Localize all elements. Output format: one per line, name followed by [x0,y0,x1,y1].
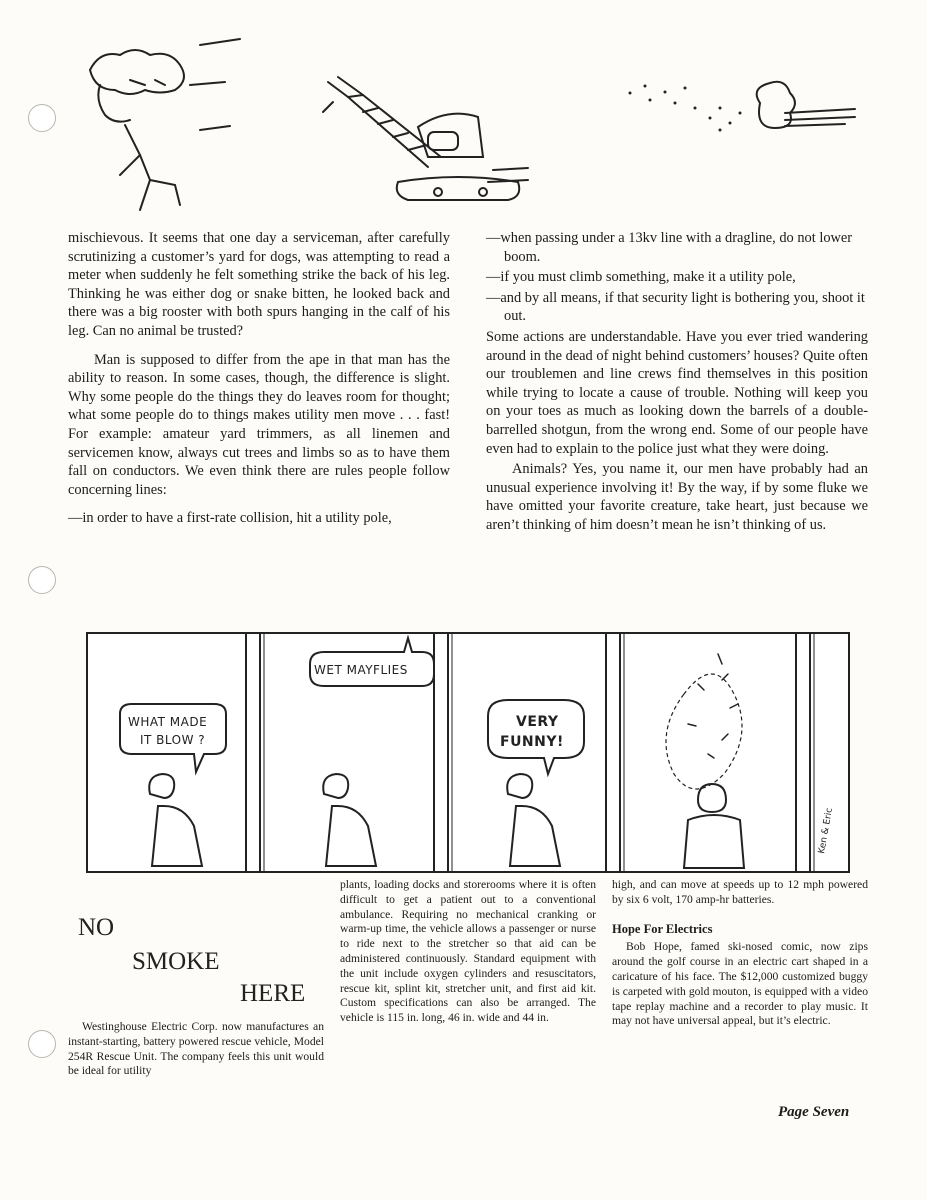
bubble-3-line-1: VERY [516,714,559,730]
page-number: Page Seven [778,1104,850,1120]
hope-paragraph: Bob Hope, famed ski-nosed comic, now zips around the golf course in an electric cart shaped in a caricature of his face. The $12,000 customized buggy is carpeted with gold mouton, is equipped with a video tape replay machine and a recorder to play music. It may not have universal appeal, but it’s electric. [612,940,868,1028]
paragraph-reason: Man is supposed to differ from the ape in that man has the ability to reason. In some cases, though, the difference is slight. Why some people do the things they do leaves room for thought; what some people do to things makes utility men move . . . fast! For example: amateur yard trimmers, as all linemen and servicemen know, always cut trees and limbs so as to have them fall on conductors. We even think there are rules people follow concerning lines: [68,351,450,498]
utility-pole-3 [606,634,624,871]
article-column-right [486,229,868,545]
smoke-col2-text: plants, loading docks and storerooms where it is often difficult to get a patient out to a conventional ambulance. Requiring no mechanical cranking or warm-up time, the vehicle allows a passenger or nurse to ride next to the stretcher so that aid can be administered continuously. Standard equipment with the unit include oxygen cylinders and resuscitators, rescue kit, splint kit, stretcher unit, and first aid kit. Custom specifications can also be arranged. The vehicle is 115 in. long, 46 in. wide and 44 in. [340,878,596,1025]
running-man-sketch [70,30,250,220]
bubble-3-line-2: FUNNY! [500,734,564,750]
utility-pole-4 [796,634,814,871]
lineman-figure-3 [507,774,560,866]
rule-climb: —if you must climb something, make it a utility pole, [486,269,796,286]
binder-hole-top [28,104,56,132]
article-column-left [68,229,450,528]
smoke-column-2 [340,878,596,1026]
rule-security-light: —and by all means, if that security light is bothering you, shoot it out. [486,289,865,325]
shotgun-blast-sketch [620,78,860,158]
smoke-col1-text: Westinghouse Electric Corp. now manufactures an instant-starting, battery powered rescue vehicle, Model 254R Rescue Unit. The company feels this unit would be ideal for utility [68,1020,324,1078]
lineman-figure-1 [149,774,202,866]
headline-word-here: HERE [240,980,306,1007]
paragraph-rooster: mischievous. It seems that one day a serviceman, after carefully scrutinizing a customer’s yard for dogs, was attempting to read a meter when suddenly he felt something strike the back of his leg. Thinking he was either dog or snake bitten, he looked back and there was a big rooster with both spurs hanging in the calf of his leg. Can no animal be trusted? [68,230,450,339]
headline-word-smoke: SMOKE [132,948,220,975]
utility-pole-2 [434,634,452,871]
comic-signature: Ken & Eric [817,807,835,855]
binder-hole-bottom [28,1030,56,1058]
bubble-1-line-2: IT BLOW ? [140,733,206,747]
subhead-hope-for-electrics: Hope For Electrics [612,921,713,936]
rule-dragline: —when passing under a 13kv line with a dragline, do not lower boom. [486,230,853,265]
bubble-2-text: WET MAYFLIES [314,663,408,677]
comic-strip [86,632,850,873]
paragraph-night: Some actions are understandable. Have you ever tried wandering around in the dead of night behind customers’ houses? Quite often our troublemen and line crews find themselves in this position while trying to locate a cause of trouble. Nothing will keep you on your toes as much as looking down the barrels of a double-barrelled shotgun, from the wrong end. Some of our people have even had to explain to the police just what they were doing. [486,328,868,457]
utility-pole-1 [246,634,264,871]
smoke-col3-intro: high, and can move at speeds up to 12 mph powered by six 6 volt, 170 amp-hr batteries. [612,878,868,906]
smoke-column-1 [68,1020,324,1079]
bubble-1-line-1: WHAT MADE [128,715,208,729]
dragline-crane-sketch [318,72,538,212]
rule-collision: —in order to have a first-rate collision, hit a utility pole, [68,510,392,527]
speech-bubble-2 [310,638,434,686]
paragraph-animals: Animals? Yes, you name it, our men have probably had an unusual experience involving it! By the way, if by some fluke we have omitted your favorite creature, take heart, just because we aren’t thinking of him doesn’t mean he isn’t thinking of us. [486,461,868,533]
lineman-figure-blown [666,654,744,868]
smoke-column-3 [612,878,868,1029]
headline-word-no: NO [78,914,115,941]
binder-hole-middle [28,566,56,594]
lineman-figure-2 [323,774,376,866]
